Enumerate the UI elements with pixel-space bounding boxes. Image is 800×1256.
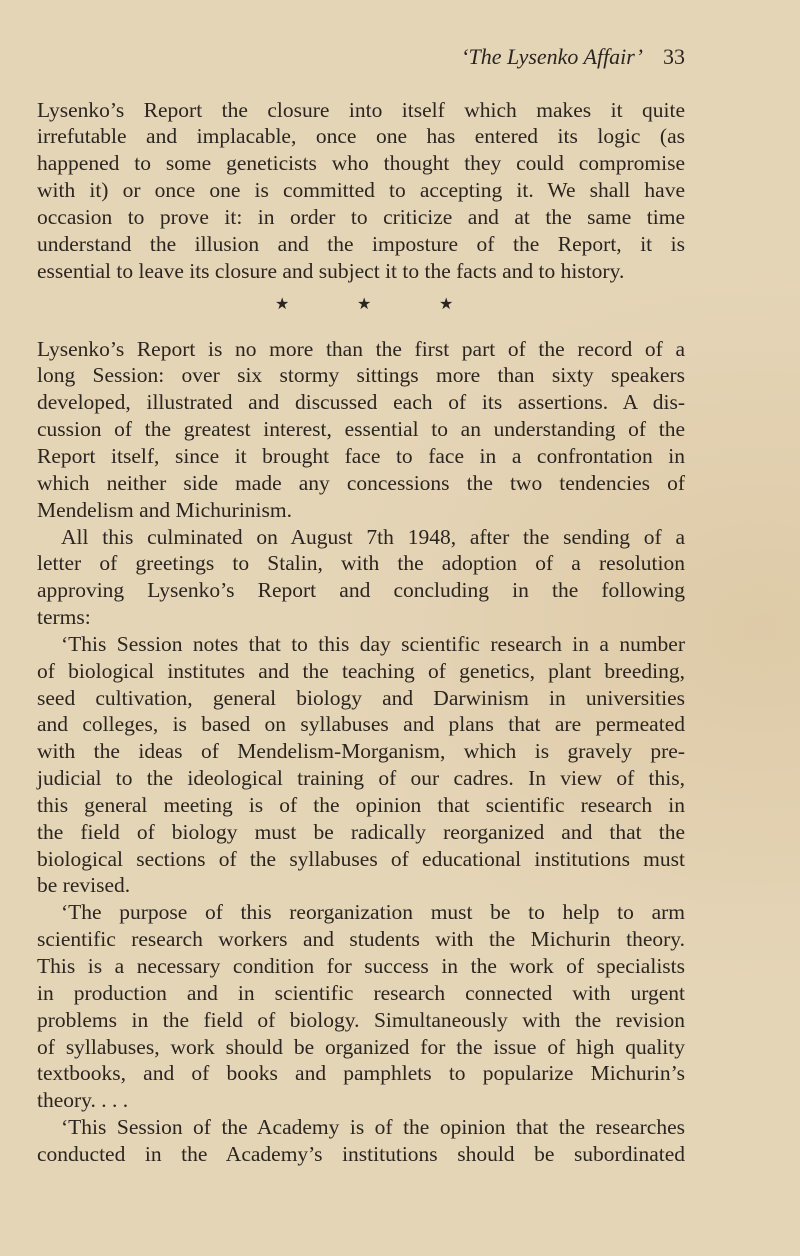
paragraph	[37, 97, 685, 285]
text-line: approving Lysenko’s Report and concluding in the following	[37, 578, 685, 603]
text-line: letter of greetings to Stalin, with the adoption of a resolution	[37, 551, 685, 576]
text-line: ‘The purpose of this reorganization must be to help to arm	[61, 900, 685, 925]
text-line: seed cultivation, general biology and Darwinism in universities	[37, 685, 685, 710]
text-block-main	[37, 336, 685, 1168]
text-line: Report itself, since it brought face to face in a confrontation in	[37, 443, 685, 468]
text-line: scientific research workers and students with the Michurin theory.	[37, 927, 685, 952]
star-icon: ★	[439, 296, 454, 313]
text-line: This is a necessary condition for success in the work of specialists	[37, 954, 685, 978]
star-icon: ★	[357, 296, 372, 313]
text-line: and colleges, is based on syllabuses and plans that are permeated	[37, 712, 685, 737]
text-line: ‘This Session notes that to this day scientific research in a number	[61, 631, 685, 656]
text-line: biological sections of the syllabuses of educational institutions must	[37, 846, 685, 871]
text-line: this general meeting is of the opinion that scientific research in	[37, 792, 685, 817]
text-line: conducted in the Academy’s institutions should be subordinated	[37, 1141, 685, 1166]
text-block-top	[37, 97, 685, 285]
text-line: understand the illusion and the imposture of the Report, it is	[37, 231, 685, 256]
page-number: 33	[663, 44, 685, 69]
text-line: textbooks, and of books and pamphlets to popularize Michurin’s	[37, 1061, 685, 1086]
paragraph	[37, 631, 685, 899]
text-line: problems in the field of biology. Simultaneously with the revision	[37, 1007, 685, 1032]
section-separator	[0, 292, 800, 318]
text-line: ‘This Session of the Academy is of the opinion that the researches	[61, 1115, 685, 1140]
text-line: theory. . . .	[37, 1088, 129, 1113]
text-line: Lysenko’s Report is no more than the first part of the record of a	[37, 336, 685, 361]
star-icon: ★	[275, 296, 290, 313]
paragraph	[37, 1114, 685, 1168]
paragraph	[37, 336, 685, 524]
text-line: which neither side made any concessions the two tendencies of	[37, 470, 685, 495]
text-line: Lysenko’s Report the closure into itself which makes it quite	[37, 97, 685, 122]
text-line: the field of biology must be radically reorganized and that the	[37, 819, 685, 844]
text-line: cussion of the greatest interest, essential to an understanding of the	[37, 417, 685, 442]
paragraph	[37, 899, 685, 1114]
text-line: of syllabuses, work should be organized for the issue of high quality	[37, 1034, 685, 1059]
text-line: Mendelism and Michurinism.	[37, 497, 292, 522]
text-line: All this culminated on August 7th 1948, after the sending of a	[61, 524, 685, 549]
text-line: be revised.	[37, 873, 131, 898]
text-line: occasion to prove it: in order to criticize and at the same time	[37, 204, 685, 229]
text-line: irrefutable and implacable, once one has entered its logic (as	[37, 124, 685, 149]
text-line: developed, illustrated and discussed each of its assertions. A dis-	[37, 390, 685, 415]
text-line: terms:	[37, 605, 91, 630]
text-line: in production and in scientific research connected with urgent	[37, 980, 685, 1005]
text-line: of biological institutes and the teaching of genetics, plant breeding,	[37, 658, 685, 683]
text-line: happened to some geneticists who thought they could compromise	[37, 151, 685, 176]
text-line: essential to leave its closure and subject it to the facts and to history.	[37, 258, 625, 283]
running-head	[380, 44, 685, 70]
paragraph	[37, 524, 685, 631]
text-line: judicial to the ideological training of our cadres. In view of this,	[37, 766, 685, 791]
text-line: long Session: over six stormy sittings more than sixty speakers	[37, 363, 685, 388]
running-title: ‘The Lysenko Affair’	[461, 44, 643, 69]
text-line: with the ideas of Mendelism-Morganism, which is gravely pre-	[37, 739, 685, 764]
text-line: with it) or once one is committed to accepting it. We shall have	[37, 178, 685, 203]
